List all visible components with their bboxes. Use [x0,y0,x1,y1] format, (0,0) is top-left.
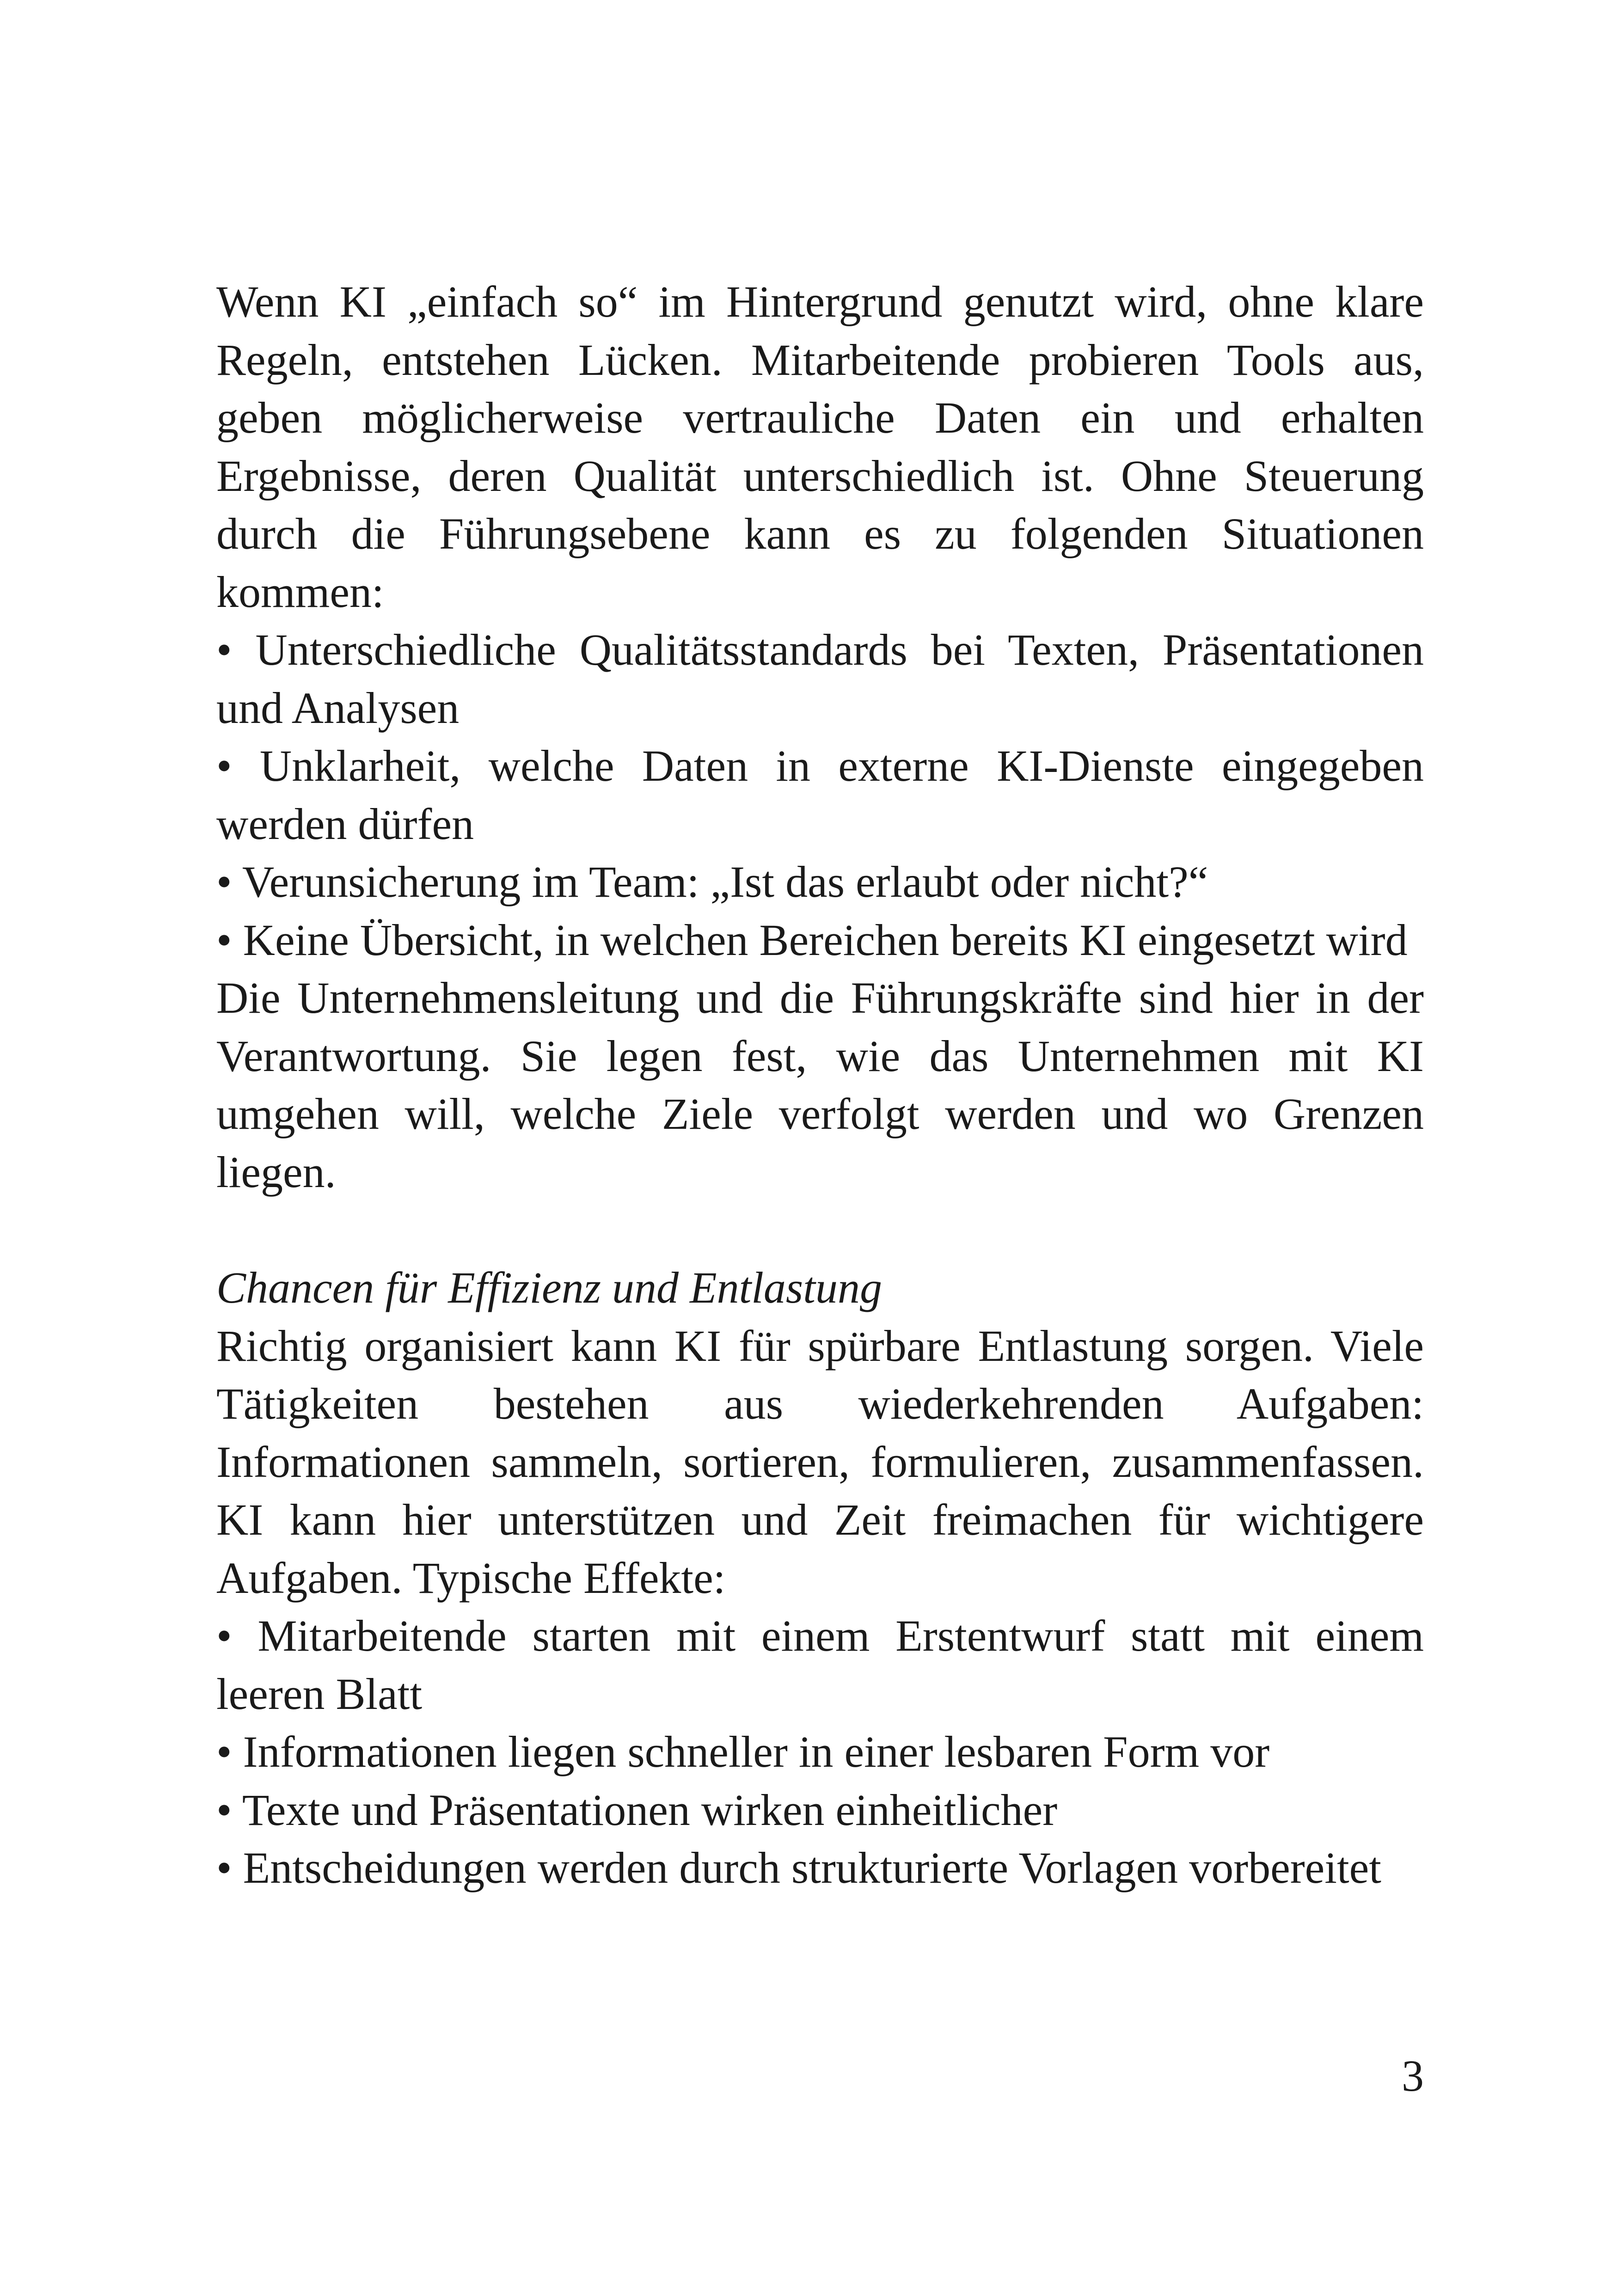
intro-bullet-4: • Keine Übersicht, in welchen Bereichen bereits KI eingesetzt wird [216,915,1408,965]
section-bullet-3: • Texte und Präsentationen wirken einheitlicher [216,1785,1058,1835]
intro-bullet-3: • Verunsicherung im Team: „Ist das erlaubt oder nicht?“ [216,857,1208,906]
section-spacer [216,1201,1424,1259]
intro-paragraph: Wenn KI „einfach so“ im Hintergrund genutzt wird, ohne klare Regeln, entstehen Lücken. Mitarbeitende probieren Tools aus, geben möglicherweise vertrauliche Daten ein und erhalten Ergebnisse, deren Qualität unterschiedlich ist. Ohne Steuerung durch die Führungsebene kann es zu folgenden Situationen kommen: [216,277,1424,617]
page-body [216,273,1424,1897]
section-paragraph: Richtig organisiert kann KI für spürbare Entlastung sorgen. Viele Tätigkeiten bestehen aus wiederkehrenden Aufgaben: Informationen sammeln, sortieren, formulieren, zusammenfassen. KI kann hier unterstützen und Zeit freimachen für wichtigere Aufgaben. Typische Effekte: [216,1321,1424,1603]
section-bullet-4: • Entscheidungen werden durch strukturierte Vorlagen vorbereitet [216,1843,1381,1892]
section-heading: Chancen für Effizienz und Entlastung [216,1263,882,1312]
intro-bullet-1: • Unterschiedliche Qualitätsstandards bei Texten, Präsentationen und Analysen [216,625,1424,733]
intro-closing-paragraph: Die Unternehmensleitung und die Führungskräfte sind hier in der Verantwortung. Sie legen fest, wie das Unternehmen mit KI umgehen will, welche Ziele verfolgt werden und wo Grenzen liegen. [216,973,1424,1197]
page-number: 3 [1402,2051,1424,2100]
section-bullet-2: • Informationen liegen schneller in einer lesbaren Form vor [216,1727,1270,1776]
intro-bullet-2: • Unklarheit, welche Daten in externe KI-Dienste eingegeben werden dürfen [216,741,1424,849]
section-bullet-1: • Mitarbeitende starten mit einem Erstentwurf statt mit einem leeren Blatt [216,1611,1424,1719]
